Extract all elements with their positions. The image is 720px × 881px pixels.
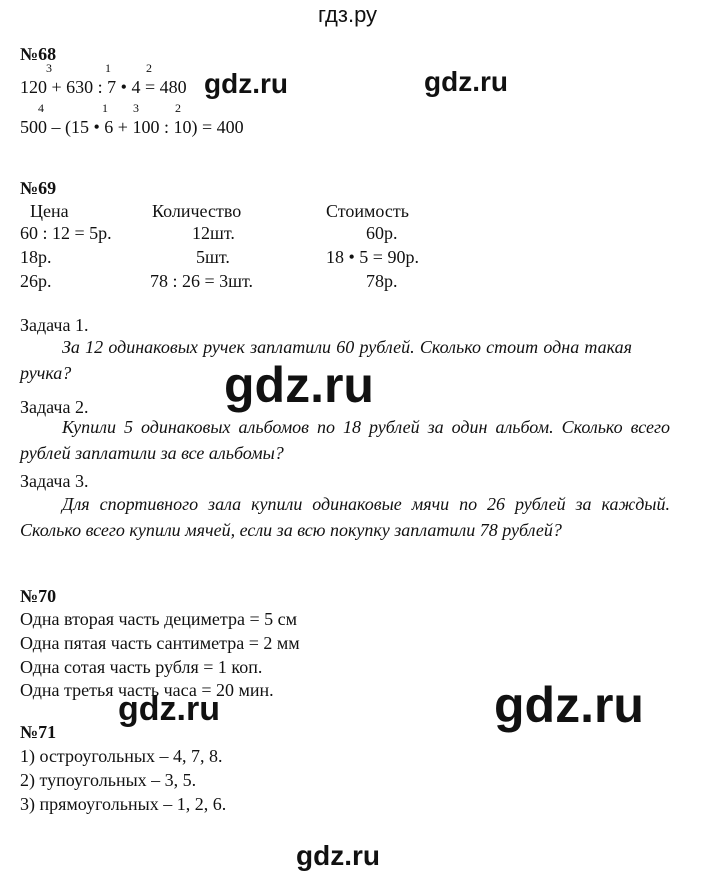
task-2-label: Задача 2. — [20, 397, 89, 417]
column-header-quantity: Количество — [152, 201, 242, 221]
table-cell: 60р. — [366, 223, 398, 243]
watermark: gdz.ru — [296, 840, 380, 871]
exercise-71-line: 2) тупоугольных – 3, 5. — [20, 770, 197, 790]
table-cell: 18р. — [20, 247, 52, 267]
watermark: gdz.ru — [224, 357, 374, 413]
table-cell: 12шт. — [192, 223, 235, 243]
table-cell: 78р. — [366, 271, 398, 291]
column-header-price: Цена — [30, 201, 69, 221]
site-header: гдз.ру — [318, 2, 378, 27]
task-3-label: Задача 3. — [20, 471, 89, 491]
order-mark: 3 — [133, 101, 139, 115]
order-mark: 2 — [175, 101, 181, 115]
exercise-68-line-2: 500 – (15 • 6 + 100 : 10) = 400 — [20, 117, 244, 137]
watermark: gdz.ru — [424, 66, 508, 97]
task-1-text: За 12 одинаковых ручек заплатили 60 рублей. Сколько стоит одна такая ручка? — [20, 337, 632, 383]
exercise-71-line: 3) прямоугольных – 1, 2, 6. — [20, 794, 227, 814]
exercise-70-line: Одна сотая часть рубля = 1 коп. — [20, 657, 263, 677]
exercise-71-title: №71 — [20, 722, 57, 742]
order-mark: 1 — [102, 101, 108, 115]
table-cell: 18 • 5 = 90р. — [326, 247, 419, 267]
watermark: gdz.ru — [204, 68, 288, 99]
task-3-text: Для спортивного зала купили одинаковые мячи по 26 рублей за каждый. Сколько всего купили мячей, если за всю покупку заплатили 78 рублей? — [20, 494, 670, 540]
exercise-70-title: №70 — [20, 586, 57, 606]
task-1-label: Задача 1. — [20, 315, 89, 335]
exercise-69-title: №69 — [20, 178, 57, 198]
table-cell: 78 : 26 = 3шт. — [150, 271, 254, 291]
table-cell: 5шт. — [196, 247, 230, 267]
exercise-68-title: №68 — [20, 44, 57, 64]
exercise-70-line: Одна третья часть часа = 20 мин. — [20, 680, 274, 700]
order-mark: 3 — [46, 61, 52, 75]
order-mark: 1 — [105, 61, 111, 75]
task-2-text: Купили 5 одинаковых альбомов по 18 рублей за один альбом. Сколько всего рублей заплатили за все альбомы? — [20, 417, 670, 463]
exercise-70-line: Одна вторая часть дециметра = 5 см — [20, 609, 297, 629]
exercise-68-line-1: 120 + 630 : 7 • 4 = 480 — [20, 77, 187, 97]
column-header-cost: Стоимость — [326, 201, 409, 221]
exercise-70-line: Одна пятая часть сантиметра = 2 мм — [20, 633, 300, 653]
exercise-71-line: 1) остроугольных – 4, 7, 8. — [20, 746, 223, 766]
table-cell: 60 : 12 = 5р. — [20, 223, 112, 243]
order-mark: 2 — [146, 61, 152, 75]
table-cell: 26р. — [20, 271, 52, 291]
watermark: gdz.ru — [494, 677, 644, 733]
watermark: gdz.ru — [118, 690, 220, 728]
order-mark: 4 — [38, 101, 44, 115]
